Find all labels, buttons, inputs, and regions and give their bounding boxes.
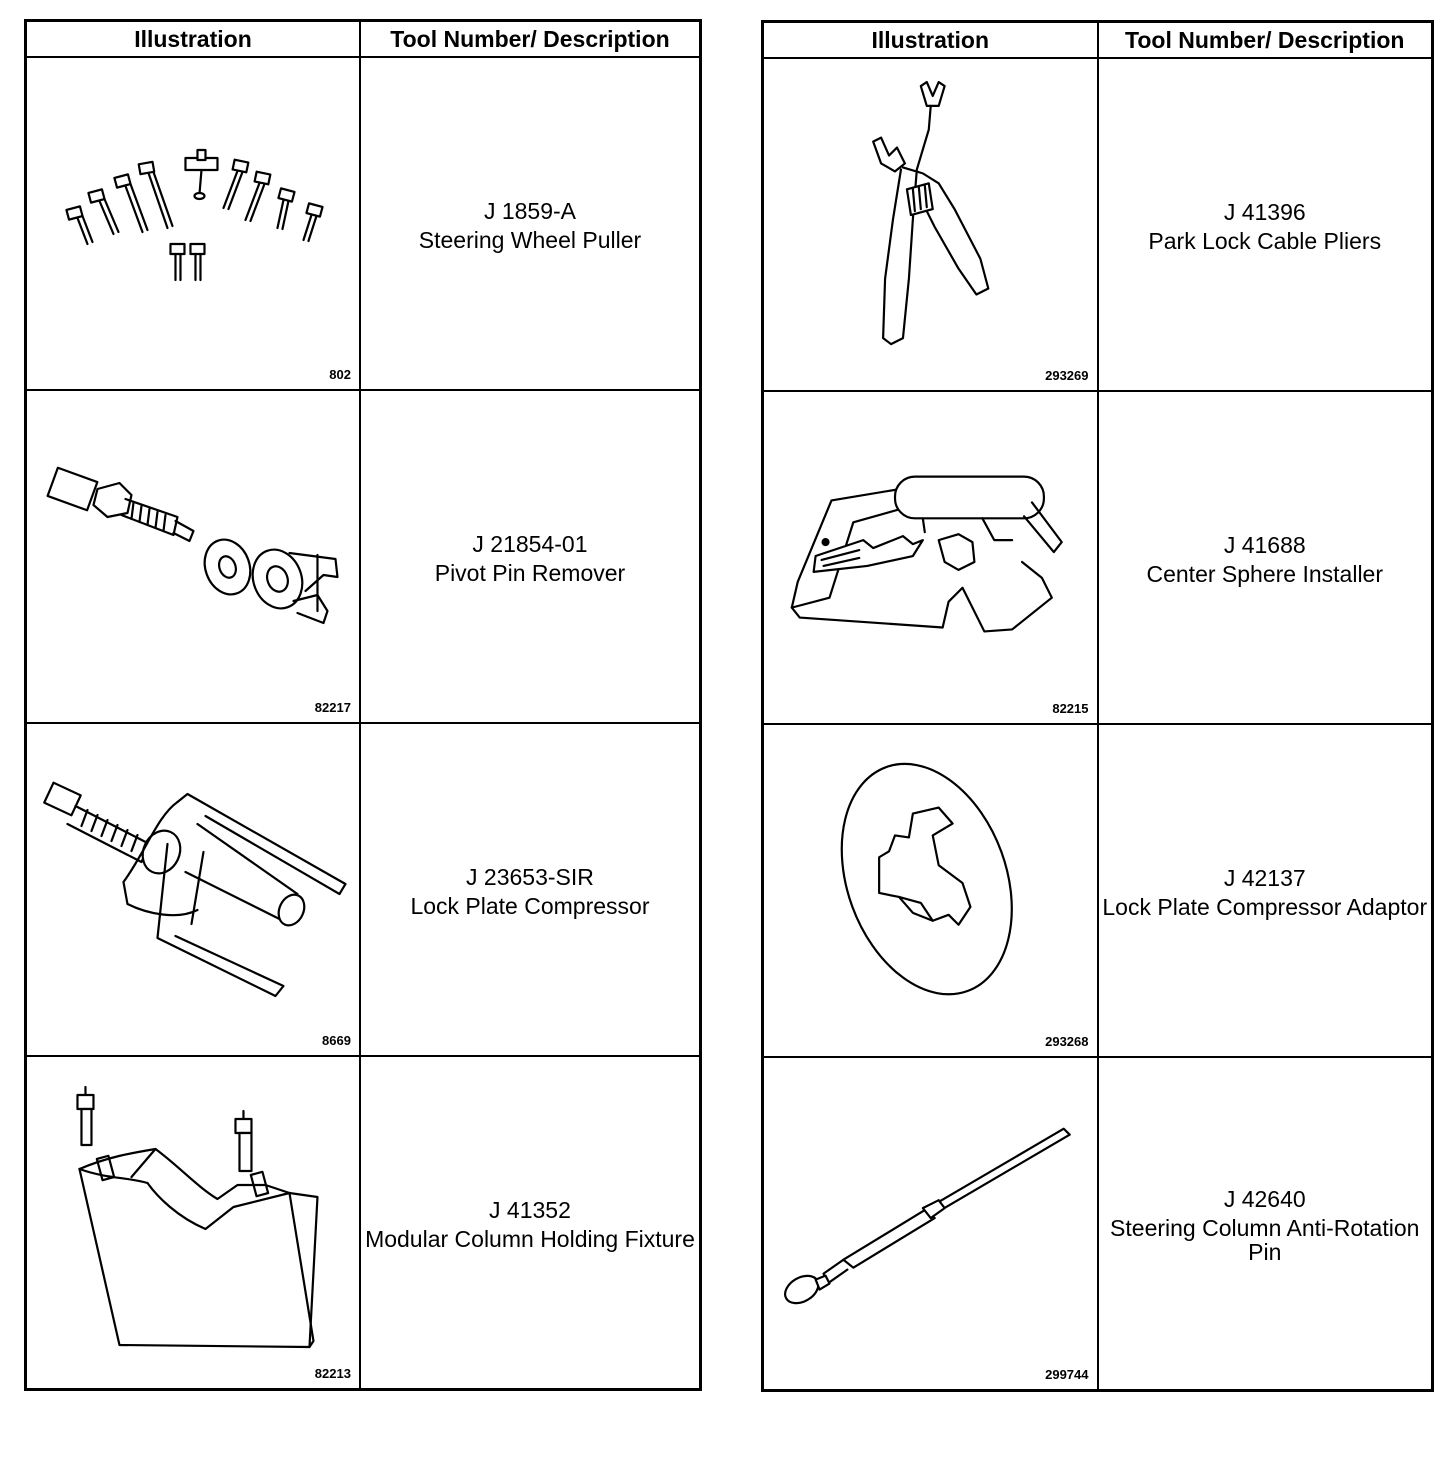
table-row bbox=[763, 391, 1433, 724]
tool-name: Steering Wheel Puller bbox=[418, 227, 642, 253]
table-row bbox=[26, 1056, 701, 1390]
pivot-pin-remover-illustration bbox=[27, 391, 359, 722]
illustration-cell bbox=[763, 391, 1098, 724]
illustration-cell bbox=[26, 723, 360, 1056]
tool-name: Modular Column Holding Fixture bbox=[365, 1226, 695, 1252]
header-tool-number: Tool Number/ Description bbox=[1098, 22, 1433, 59]
tool-number: J 42640 bbox=[1223, 1186, 1306, 1212]
table-row bbox=[26, 390, 701, 723]
column-holding-fixture-illustration bbox=[27, 1057, 359, 1388]
figure-number: 299744 bbox=[1045, 1367, 1089, 1382]
description-cell bbox=[1098, 391, 1433, 724]
tool-number: J 1859-A bbox=[483, 198, 576, 224]
park-lock-cable-pliers-illustration bbox=[764, 59, 1097, 390]
tool-name: Center Sphere Installer bbox=[1146, 561, 1383, 587]
tool-name: Lock Plate Compressor Adaptor bbox=[1102, 894, 1428, 920]
center-sphere-installer-illustration bbox=[764, 392, 1097, 723]
tool-number: J 41688 bbox=[1223, 532, 1306, 558]
description-cell bbox=[360, 723, 701, 1056]
tool-number: J 41396 bbox=[1223, 199, 1306, 225]
description-cell bbox=[1098, 58, 1433, 391]
header-tool-number: Tool Number/ Description bbox=[360, 21, 701, 58]
figure-number: 82213 bbox=[314, 1366, 351, 1381]
tool-name: Steering Column Anti-Rotation Pin bbox=[1110, 1215, 1420, 1265]
table-row bbox=[763, 724, 1433, 1057]
table-row bbox=[26, 723, 701, 1056]
illustration-cell bbox=[26, 390, 360, 723]
tool-name: Park Lock Cable Pliers bbox=[1148, 228, 1382, 254]
illustration-cell bbox=[763, 724, 1098, 1057]
figure-number: 802 bbox=[329, 367, 351, 382]
tool-name: Lock Plate Compressor bbox=[410, 893, 650, 919]
anti-rotation-pin-illustration bbox=[764, 1058, 1097, 1389]
header-illustration: Illustration bbox=[26, 21, 360, 58]
description-cell bbox=[1098, 1057, 1433, 1391]
figure-number: 82215 bbox=[1052, 701, 1089, 716]
tool-table-right bbox=[761, 20, 1434, 1392]
illustration-cell bbox=[26, 1056, 360, 1390]
illustration-cell bbox=[26, 57, 360, 390]
tool-name: Pivot Pin Remover bbox=[434, 560, 626, 586]
table-row bbox=[763, 58, 1433, 391]
tool-table-left bbox=[24, 19, 702, 1391]
figure-number: 293269 bbox=[1045, 368, 1089, 383]
description-cell bbox=[360, 57, 701, 390]
lock-plate-compressor-illustration bbox=[27, 724, 359, 1055]
tool-number: J 42137 bbox=[1223, 865, 1306, 891]
illustration-cell bbox=[763, 58, 1098, 391]
tool-number: J 21854-01 bbox=[472, 531, 588, 557]
lock-plate-compressor-adaptor-illustration bbox=[764, 725, 1097, 1056]
steering-wheel-puller-illustration bbox=[27, 58, 359, 389]
figure-number: 82217 bbox=[314, 700, 351, 715]
table-row bbox=[26, 57, 701, 390]
table-row bbox=[763, 1057, 1433, 1391]
tool-number: J 23653-SIR bbox=[466, 864, 594, 890]
description-cell bbox=[360, 1056, 701, 1390]
figure-number: 8669 bbox=[322, 1033, 351, 1048]
figure-number: 293268 bbox=[1045, 1034, 1089, 1049]
header-illustration: Illustration bbox=[763, 22, 1098, 59]
description-cell bbox=[360, 390, 701, 723]
tool-number: J 41352 bbox=[489, 1197, 571, 1223]
illustration-cell bbox=[763, 1057, 1098, 1391]
description-cell bbox=[1098, 724, 1433, 1057]
